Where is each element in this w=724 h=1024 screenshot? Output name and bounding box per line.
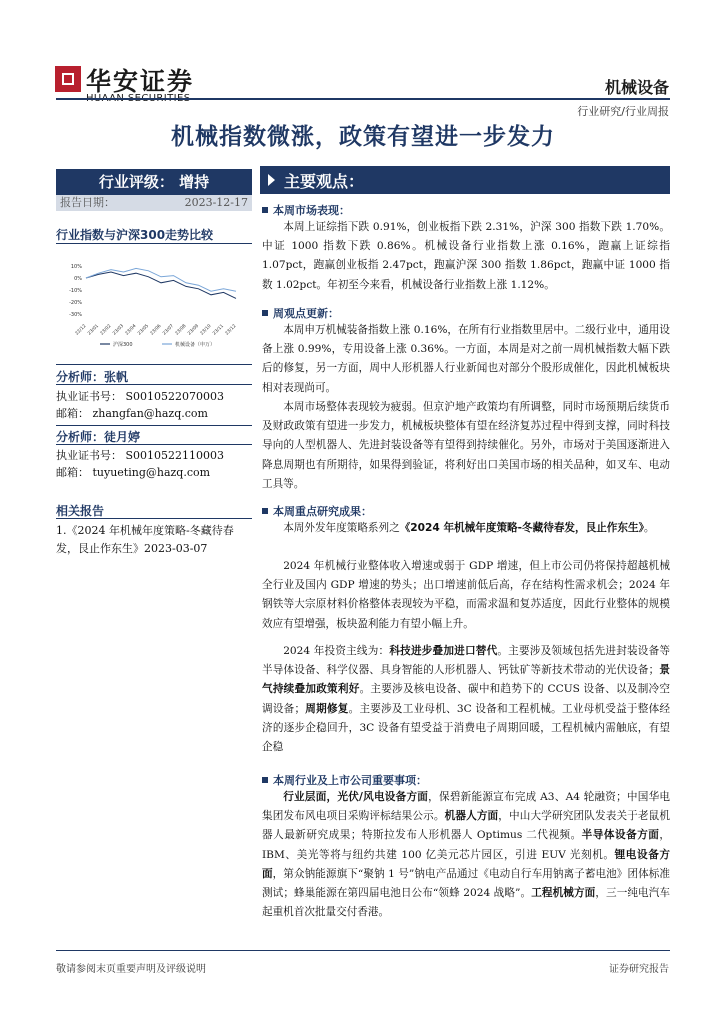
section-market-p1: 本周上证综指下跌 0.91%，创业板指下跌 2.31%，沪深 300 指数下跌 1.70%。中证 1000 指数下跌 0.86%。机械设备行业指数上涨 0.16%，跑赢上证综指 1.07pct，跑赢创业板指 2.47pct，跑赢沪深 300 指数 1.86pct，跑赢中证 1000 指数 1.02pct。年初至今来看，机械设备行业指数上涨 1.12%。	[262, 221, 670, 291]
section-weekly-p2: 本周市场整体表现较为疲弱。但京沪地产政策均有所调整，同时市场预期后续货币及财政政策有望进一步发力，机械板块整体有望在经济复苏过程中得到支撑，同时科技导向的人型机器人、先进封装设备等有望得到持续催化。另外，市场对于美国逐渐进入降息周期也有所期待，如果得到验证，将利好出口美国市场的相关品种，如叉车、电动工具等。	[262, 401, 670, 490]
analyst-1-email[interactable]: 邮箱： zhangfan@hazq.com	[56, 407, 208, 420]
analyst-2-name: 分析师：徒月婷	[56, 430, 141, 444]
chart-ytick-label: 10%	[70, 264, 82, 270]
research-p3-a: 2024 年投资主线为：	[283, 645, 390, 657]
trend-chart	[56, 252, 252, 354]
section-events-p1	[262, 788, 670, 922]
research-p3-e: 。主要涉及核电设备、碳中和趋势下的 CCUS 设备、以及制冷空调设备；	[262, 683, 670, 715]
chart-xtick-label: 23/11	[212, 323, 225, 337]
analyst-2-cert: 执业证书号： S0010522110003	[56, 449, 225, 462]
chart-xtick-label: 23/07	[162, 323, 175, 337]
footer-disclaimer[interactable]: 敬请参阅末页重要声明及评级说明	[56, 964, 206, 975]
logo-mark-icon	[55, 66, 81, 92]
events-d: ，中山大学研究团队发表关于老鼠机器人最新研究成果；特斯拉发布人形机器人 Optimus 二代视频。	[262, 810, 670, 842]
research-p1-c: 。	[643, 522, 655, 534]
chart-xtick-label: 23/01	[87, 323, 100, 337]
analyst-2-rule	[56, 444, 252, 445]
chart-xtick-label: 23/05	[137, 323, 150, 337]
analyst-2-email[interactable]: 邮箱： tuyueting@hazq.com	[56, 466, 211, 479]
section-research-p1	[262, 519, 670, 538]
chart-xtick-label: 23/12	[224, 323, 238, 337]
section-weekly-title: 周观点更新：	[262, 305, 670, 321]
events-c: 机器人方面	[444, 810, 499, 823]
report-date-value: 2023-12-17	[184, 196, 248, 209]
events-g: 锂电设备方面	[262, 848, 670, 880]
chart-series-line-2	[86, 268, 236, 291]
header-divider	[56, 98, 670, 100]
chart-xtick-label: 23/06	[149, 323, 163, 337]
chart-ytick-label: -10%	[69, 288, 82, 294]
chart-ytick-label: -20%	[69, 300, 82, 306]
research-report-link[interactable]: 《2024 年机械年度策略-冬藏待春发，艮止作东生》	[399, 522, 644, 534]
chart-xtick-label: 23/10	[199, 323, 213, 337]
chart-ytick-label: 0%	[74, 276, 82, 282]
analyst-top-rule	[56, 364, 252, 365]
research-p3-c: 。主要涉及领域包括先进封装设备等半导体设备、科学仪器、具身智能的人形机器人、钙钛矿等新技术带动的光伏设备；	[262, 645, 671, 677]
chart-legend-label: 沪深300	[113, 342, 133, 348]
research-p3-f: 周期修复	[305, 702, 349, 715]
research-p3-b: 科技进步叠加进口替代	[389, 645, 498, 657]
chart-series-line-1	[86, 272, 236, 298]
research-p3-g: 。主要涉及工业母机、3C 设备和工程机械。工业母机受益于整体经济的逐步企稳回升，3C 设备有望受益于消费电子周期回暖，工程机械内需触底，有望企稳	[262, 702, 670, 754]
research-p1-a: 本周外发年度策略系列之	[283, 522, 400, 534]
section-weekly-p1: 本周申万机械装备指数上涨 0.16%，在所有行业指数里居中。二级行业中，通用设备上涨 0.99%，专用设备上涨 0.36%。一方面，本周是对之前一周机械指数大幅下跌后的修复，另一方面，周中人形机器人行业新闻也对部分个股形成催化，因此机械板块相对表现尚可。	[262, 324, 670, 394]
events-j: ，三一纯电汽车起重机首次批量交付香港。	[262, 887, 671, 919]
chart-xtick-label: 22/12	[74, 323, 88, 337]
section-research-p3	[262, 642, 670, 757]
logo-text-cn: 华安证券	[86, 67, 195, 96]
footer-divider	[56, 950, 670, 951]
chart-title: 行业指数与沪深300走势比较	[56, 228, 214, 242]
chart-ytick-label: -30%	[69, 312, 82, 318]
events-a: 行业层面，光伏/风电设备方面	[283, 791, 429, 803]
chart-xtick-label: 23/02	[99, 323, 113, 337]
chart-xtick-label: 23/08	[174, 323, 188, 337]
industry-rating: 行业评级： 增持	[56, 169, 252, 195]
section-research-title: 本周重点研究成果：	[262, 503, 670, 519]
events-h: ，第众钠能源旗下“聚钠 1 号”钠电产品通过《电动自行车用钠离子蓄电池》团体标准测试；蜂巢能源在第四届电池日公布“领蜂 2024 战略”。	[262, 867, 670, 900]
footer-report-type: 证券研究报告	[609, 964, 669, 975]
analyst-1-cert: 执业证书号： S0010522070003	[56, 390, 225, 403]
chart-legend-label: 机械设备（申万）	[175, 342, 216, 348]
chart-xtick-label: 23/04	[124, 323, 138, 337]
events-f: ，IBM、美光等将与纽约共建 100 亿美元芯片园区，引进 EUV 光刻机。	[262, 829, 670, 861]
chart-xtick-label: 23/09	[187, 323, 200, 337]
events-b: ，保碧新能源宣布完成 A3、A4 轮融资；中国华电集团发布风电项目采购评标结果公示。	[262, 791, 671, 823]
related-report-1[interactable]: 1.《2024 年机械年度策略-冬藏待春发，艮止作东生》2023-03-07	[56, 524, 234, 555]
report-title: 机械指数微涨，政策有望进一步发力	[171, 124, 555, 150]
related-reports-title: 相关报告	[56, 504, 105, 518]
industry-label: 机械设备	[604, 78, 669, 97]
analyst-1-name: 分析师：张帆	[56, 370, 129, 384]
analyst-1-rule	[56, 384, 252, 385]
analyst-2-top-rule	[56, 425, 252, 426]
chart-xtick-label: 23/03	[112, 323, 125, 337]
report-date-row	[56, 195, 252, 211]
research-p3-d: 景气持续叠加政策利好	[262, 664, 671, 696]
key-points-header	[260, 166, 670, 194]
chart-title-rule	[56, 243, 252, 244]
related-reports-rule	[56, 518, 252, 519]
events-e: 半导体设备方面	[581, 829, 660, 842]
section-market-title: 本周市场表现：	[262, 202, 670, 218]
report-type: 行业研究/行业周报	[577, 105, 669, 118]
key-points-title: 主要观点：	[284, 172, 365, 191]
events-i: 工程机械方面	[531, 887, 596, 900]
report-date-label: 报告日期：	[60, 196, 115, 209]
section-research-p2: 2024 年机械行业整体收入增速或弱于 GDP 增速，但上市公司仍将保持超越机械全行业及国内 GDP 增速的势头；出口增速前低后高，存在结构性需求机会；2024 年钢铁等大宗原材料价格整体表现较为平稳，而需求温和复苏适度，因此行业整体的规模效应有望增强，板块盈利能力有望小幅上升。	[262, 560, 670, 630]
section-events-title: 本周行业及上市公司重要事项：	[262, 772, 670, 788]
